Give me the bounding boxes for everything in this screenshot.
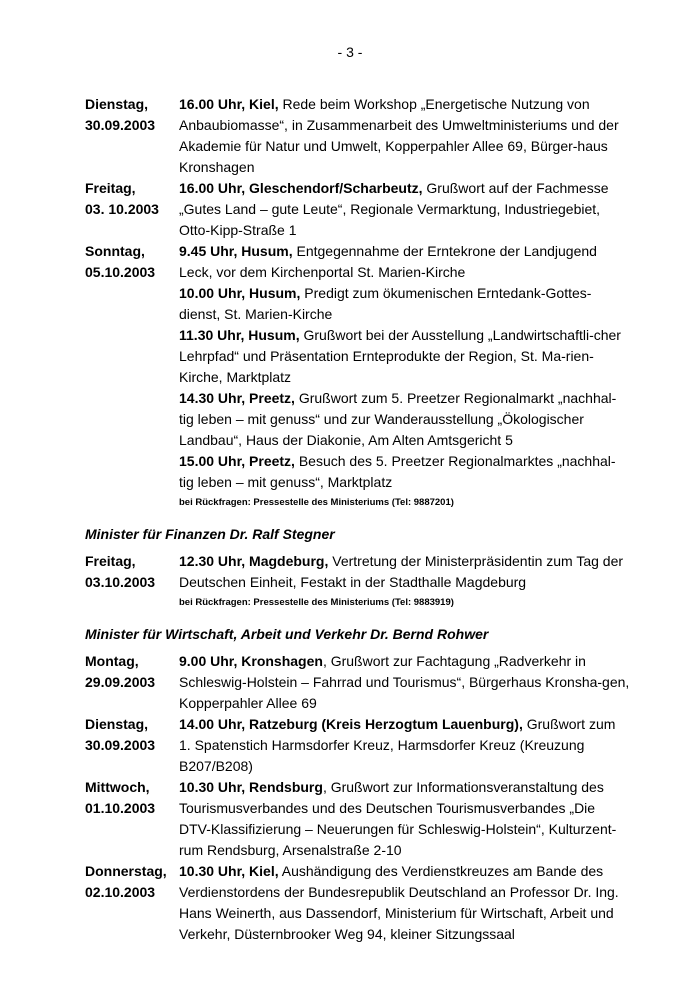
event-item bbox=[179, 861, 630, 945]
event-item bbox=[179, 325, 630, 388]
entry-weekday: Freitag, bbox=[85, 553, 136, 569]
entry-events bbox=[179, 861, 630, 945]
event-description: Rede beim Workshop „Energetische Nutzung von Anbaubiomasse“, in Zusammenarbeit des Umweltministeriums und der Akademie für Natur und Umwelt, Kopperpahler Allee 69, Bürger-haus Kronshagen bbox=[179, 96, 619, 175]
event-description: Grußwort auf der Fachmesse „Gutes Land – gute Leute“, Regionale Vermarktung, Industriegebiet, Otto-Kipp-Straße 1 bbox=[179, 180, 609, 238]
event-time-place: 15.00 Uhr, Preetz, bbox=[179, 453, 295, 469]
entry-date-block bbox=[85, 551, 180, 593]
event-time-place: 16.00 Uhr, Kiel, bbox=[179, 96, 279, 112]
entry-weekday: Mittwoch, bbox=[85, 779, 150, 795]
entry-events bbox=[179, 714, 630, 777]
entry-date: 03. 10.2003 bbox=[85, 201, 159, 217]
schedule-entry bbox=[85, 777, 630, 861]
entry-weekday: Sonntag, bbox=[85, 243, 145, 259]
event-item bbox=[179, 178, 630, 241]
schedule-entry bbox=[85, 551, 630, 593]
event-time-place: 14.30 Uhr, Preetz, bbox=[179, 390, 295, 406]
section-title: Minister für Wirtschaft, Arbeit und Verkehr Dr. Bernd Rohwer bbox=[85, 626, 489, 642]
entry-events bbox=[179, 178, 630, 241]
event-item bbox=[179, 777, 630, 861]
event-time-place: 11.30 Uhr, Husum, bbox=[179, 327, 300, 343]
economy-ministry-section bbox=[85, 624, 630, 945]
event-item bbox=[179, 714, 630, 777]
entry-date-block bbox=[85, 241, 180, 283]
event-item bbox=[179, 241, 630, 283]
page-number: - 3 - bbox=[337, 44, 363, 60]
event-time-place: 9.00 Uhr, Kronshagen bbox=[179, 653, 323, 669]
event-time-place: 10.00 Uhr, Husum, bbox=[179, 285, 301, 301]
schedule-entry bbox=[85, 241, 630, 493]
contact-note: bei Rückfragen: Pressestelle des Ministeriums (Tel: 9883919) bbox=[179, 597, 454, 608]
event-item bbox=[179, 651, 630, 714]
event-time-place: 10.30 Uhr, Kiel, bbox=[179, 863, 279, 879]
entry-weekday: Montag, bbox=[85, 653, 139, 669]
event-description: Besuch des 5. Preetzer Regionalmarktes „nachhal-tig leben – mit genuss“, Marktplatz bbox=[179, 453, 616, 490]
event-description: Predigt zum ökumenischen Erntedank-Gottes-dienst, St. Marien-Kirche bbox=[179, 285, 592, 322]
entry-date: 03.10.2003 bbox=[85, 574, 156, 590]
event-time-place: 10.30 Uhr, Rendsburg bbox=[179, 779, 323, 795]
entry-date: 01.10.2003 bbox=[85, 800, 156, 816]
entry-date-block bbox=[85, 651, 180, 693]
event-time-place: 12.30 Uhr, Magdeburg, bbox=[179, 553, 329, 569]
event-description: Vertretung der Ministerpräsidentin zum Tag der Deutschen Einheit, Festakt in der Stadthalle Magdeburg bbox=[179, 553, 624, 590]
schedule-entry bbox=[85, 861, 630, 945]
entry-weekday: Donnerstag, bbox=[85, 863, 167, 879]
event-description: Grußwort zum 5. Preetzer Regionalmarkt „nachhal-tig leben – mit genuss“ und zur Wanderausstellung „Ökologischer Landbau“, Haus der Diakonie, Am Alten Amtsgericht 5 bbox=[179, 390, 617, 448]
event-description: , Grußwort zur Fachtagung „Radverkehr in Schleswig-Holstein – Fahrrad und Tourismus“, Bürgerhaus Kronsha-gen, Kopperpahler Allee 69 bbox=[179, 653, 630, 711]
contact-note: bei Rückfragen: Pressestelle des Ministeriums (Tel: 9887201) bbox=[179, 497, 454, 508]
event-item bbox=[179, 94, 630, 178]
entry-events bbox=[179, 551, 630, 593]
event-item bbox=[179, 551, 630, 593]
entry-date-block bbox=[85, 714, 180, 756]
event-description: Grußwort bei der Ausstellung „Landwirtschaftli-cher Lehrpfad“ und Präsentation Ernteprodukte der Region, St. Ma-rien-Kirche, Marktplatz bbox=[179, 327, 621, 385]
event-item bbox=[179, 388, 630, 451]
event-description: , Grußwort zur Informationsveranstaltung des Tourismusverbandes und des Deutschen Tourismusverbandes „Die DTV-Klassifizierung – Neuerungen für Schleswig-Holstein“, Kulturzent-rum Rendsburg, Arsenalstraße 2-10 bbox=[179, 779, 617, 858]
entry-date: 29.09.2003 bbox=[85, 674, 156, 690]
schedule-entry bbox=[85, 714, 630, 777]
entry-weekday: Freitag, bbox=[85, 180, 136, 196]
entry-date: 30.09.2003 bbox=[85, 737, 156, 753]
entry-date-block bbox=[85, 777, 180, 819]
event-time-place: 14.00 Uhr, Ratzeburg (Kreis Herzogtum Lauenburg), bbox=[179, 716, 523, 732]
entry-events bbox=[179, 777, 630, 861]
section-title: Minister für Finanzen Dr. Ralf Stegner bbox=[85, 526, 335, 542]
entry-weekday: Dienstag, bbox=[85, 96, 149, 112]
event-description: Grußwort zum 1. Spatenstich Harmsdorfer Kreuz, Harmsdorfer Kreuz (Kreuzung B207/B208) bbox=[179, 716, 616, 774]
entry-date-block bbox=[85, 178, 180, 220]
entry-events bbox=[179, 241, 630, 493]
agriculture-ministry-block bbox=[85, 94, 630, 512]
event-time-place: 9.45 Uhr, Husum, bbox=[179, 243, 293, 259]
entry-date: 30.09.2003 bbox=[85, 117, 156, 133]
entry-date: 02.10.2003 bbox=[85, 884, 156, 900]
event-description: Aushändigung des Verdienstkreuzes am Bande des Verdienstordens der Bundesrepublik Deutschland an Professor Dr. Ing. Hans Weinerth, aus Dassendorf, Ministerium für Wirtschaft, Arbeit und Verkehr, Düsternbrooker Weg 94, kleiner Sitzungssaal bbox=[179, 863, 619, 942]
entry-date-block bbox=[85, 94, 180, 136]
schedule-entry bbox=[85, 178, 630, 241]
finance-ministry-section bbox=[85, 524, 630, 612]
event-description: Entgegennahme der Erntekrone der Landjugend Leck, vor dem Kirchenportal St. Marien-Kirche bbox=[179, 243, 597, 280]
entry-date: 05.10.2003 bbox=[85, 264, 156, 280]
schedule-entry bbox=[85, 94, 630, 178]
event-item bbox=[179, 451, 630, 493]
entry-date-block bbox=[85, 861, 180, 903]
schedule-content bbox=[85, 94, 630, 950]
schedule-entry bbox=[85, 651, 630, 714]
event-time-place: 16.00 Uhr, Gleschendorf/Scharbeutz, bbox=[179, 180, 423, 196]
event-item bbox=[179, 283, 630, 325]
entry-events bbox=[179, 94, 630, 178]
entry-weekday: Dienstag, bbox=[85, 716, 149, 732]
entry-events bbox=[179, 651, 630, 714]
